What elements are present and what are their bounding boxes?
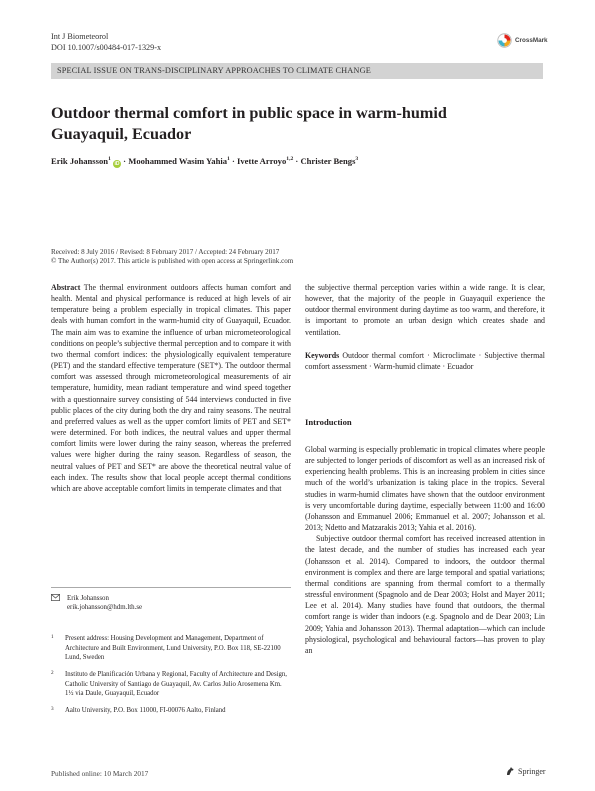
introduction-paragraph-1: Global warming is especially problematic in tropical climates where people are subjected to longer periods of discomfort as well as an increased risk of experiencing health problems. This is an increasing problem in cities since much of the world’s urbanization is taking place in the tropics. Several studies in warm-humid climates have shown that the outdoor environment is very uncomfortable during daytime, especially between 11:00 and 16:00 (Johansson and Emmanuel 2006; Emmanuel et al. 2007; Johansson et al. 2013; Ndetto and Matzarakis 2013; Yahia et al. 2016).	[305, 445, 545, 533]
journal-name: Int J Biometeorol	[51, 32, 109, 41]
special-issue-banner: SPECIAL ISSUE ON TRANS-DISCIPLINARY APPROACHES TO CLIMATE CHANGE	[51, 63, 543, 79]
introduction-body	[305, 444, 545, 656]
article-title	[51, 103, 521, 144]
footnote-text: Aalto University, P.O. Box 11000, FI-00076 Aalto, Finland	[65, 707, 226, 714]
keywords-paragraph	[305, 350, 545, 372]
footnote-number: 2	[51, 670, 54, 676]
abstract-continued: the subjective thermal perception varies within a wide range. It is clear, however, that the majority of the people in Guayaquil experience the outdoor thermal environment during daytime as too warm, and therefore, it is important to promote an urban design which creates shade and ventilation.	[305, 283, 545, 337]
footnote-text: Present address: Housing Development and Management, Department of Architecture and Built Environment, Lund University, P.O. Box 118, SE-22100 Lund, Sweden	[65, 635, 281, 661]
introduction-heading: Introduction	[305, 417, 352, 427]
article-history	[51, 248, 546, 267]
title-line-2: Guayaquil, Ecuador	[51, 124, 192, 143]
keywords-label: Keywords	[305, 350, 340, 360]
right-column	[305, 282, 545, 372]
footnote-divider	[51, 587, 291, 588]
author-name[interactable]: Christer Bengs	[300, 156, 356, 166]
springer-horse-icon	[505, 766, 515, 776]
author-name[interactable]: Ivette Arroyo	[237, 156, 287, 166]
journal-header	[51, 31, 161, 53]
contact-name: Erik Johansson	[67, 595, 109, 602]
footnote-text: Instituto de Planificación Urbana y Regional, Faculty of Architecture and Design, Catholic University of Santiago de Guayaquil, Av. Carlos Julio Arosemena Km. 1½ via Daule, Guayaquil, Ecuador	[65, 671, 287, 697]
footnote-number: 1	[51, 634, 54, 640]
history-dates: Received: 8 July 2016 / Revised: 8 February 2017 / Accepted: 24 February 2017	[51, 248, 280, 256]
author-separator: ·	[293, 156, 301, 166]
introduction-paragraph-2: Subjective outdoor thermal comfort has received increased attention in the latest decade, and the number of studies has increased each year (Johansson et al. 2014). Compared to indoors, the outdoor thermal environment is complex and there are large temporal and spatial variations; thermal conditions are spanning from thermal comfort to a thermally stressful environment (Spagnolo and de Dear 2003; Holst and Mayer 2011; Lee et al. 2014). Many studies have found that outdoors, the thermal comfort range is wider than indoors (e.g. Spagnolo and de Dear 2003; Lin 2009; Yahia and Johansson 2013). Thermal adaptation—which can include physiological, psychological and behavioural factors—has proven to play an	[305, 534, 545, 655]
crossmark-icon	[497, 33, 512, 48]
keywords-text: Outdoor thermal comfort · Microclimate · Subjective thermal comfort assessment · Warm-humid climate · Ecuador	[305, 350, 545, 371]
author-affiliation: 1	[227, 156, 230, 163]
author-separator: ·	[229, 156, 238, 166]
author-list	[51, 156, 546, 168]
publisher-name: Springer	[518, 766, 546, 776]
abstract-column	[51, 282, 291, 494]
orcid-icon[interactable]: iD	[114, 161, 120, 167]
author-affiliation: 1,2	[286, 156, 294, 163]
crossmark-label: CrossMark	[515, 37, 548, 44]
crossmark-badge[interactable]	[497, 33, 548, 48]
footnote-number: 3	[51, 706, 54, 712]
author-affiliation: 3	[355, 156, 359, 163]
abstract-paragraph	[51, 282, 291, 494]
author-name[interactable]: Erik Johansson	[51, 156, 109, 166]
author-affiliation: 1	[108, 156, 111, 163]
abstract-text: The thermal environment outdoors affects human comfort and health. Mental and physical performance is reduced at high levels of air temperature being a problem especially in tropical climates. This paper deals with human comfort in the warm-humid city of Guayaquil, Ecuador. The main aim was to examine the influence of urban micrometeorological conditions on people’s subjective thermal perception and to compare it with two thermal comfort indices: the physiologically equivalent temperature (PET) and the standard effective temperature (SET*). The outdoor thermal comfort was assessed through micrometeorological measurements of air temperature, humidity, mean radiant temperature and wind speed together with a questionnaire survey consisting of 544 interviews conducted in five public places of the city during both the dry and rainy seasons. The neutral and preferred values as well as the upper comfort limits of PET and SET* were determined. For both indices, the neutral values and upper thermal comfort limits were lower during the rainy season, whereas the preferred values were higher during the rainy season. Regardless of season, the neutral values of PET and SET* are above the theoretical neutral value of each index. The results show that local people accept thermal conditions which are above acceptable comfort limits in temperate climates and that	[51, 283, 291, 493]
published-online: Published online: 10 March 2017	[51, 769, 149, 778]
springer-logo	[505, 766, 546, 776]
author-separator: ·	[121, 156, 129, 166]
title-line-1: Outdoor thermal comfort in public space in warm-humid	[51, 104, 447, 122]
envelope-icon	[51, 594, 60, 604]
copyright-notice: © The Author(s) 2017. This article is published with open access at Springerlink.com	[51, 257, 294, 266]
contact-email[interactable]: erik.johansson@hdm.lth.se	[67, 604, 143, 612]
doi[interactable]: DOI 10.1007/s00484-017-1329-x	[51, 43, 162, 52]
author-name[interactable]: Moohammed Wasim Yahia	[128, 156, 228, 166]
abstract-label: Abstract	[51, 283, 81, 292]
